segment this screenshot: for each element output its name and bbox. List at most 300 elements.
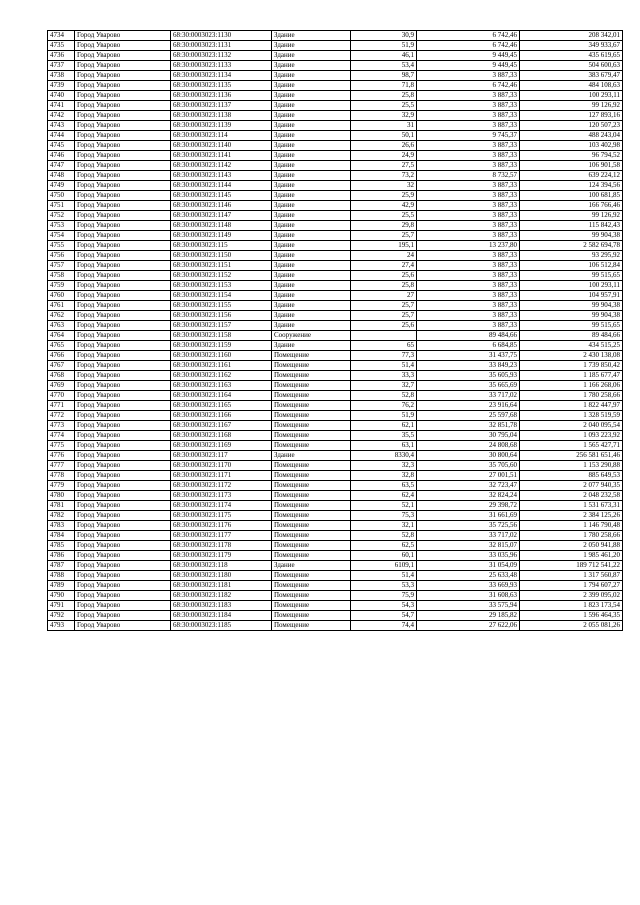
cadastral-number-cell: 68:30:0003023:1135 bbox=[171, 81, 272, 91]
area-cell: 32,9 bbox=[351, 111, 417, 121]
row-number-cell: 4766 bbox=[48, 351, 75, 361]
row-number-cell: 4781 bbox=[48, 501, 75, 511]
row-number-cell: 4735 bbox=[48, 41, 75, 51]
specific-value-cell: 29 398,72 bbox=[417, 501, 520, 511]
cadastral-value-cell: 1 166 268,06 bbox=[520, 381, 623, 391]
cadastral-number-cell: 68:30:0003023:1163 bbox=[171, 381, 272, 391]
cadastral-value-cell: 208 342,01 bbox=[520, 31, 623, 41]
table-row bbox=[48, 251, 623, 261]
locality-cell: Город Уварово bbox=[75, 91, 171, 101]
cadastral-number-cell: 68:30:0003023:1177 bbox=[171, 531, 272, 541]
cadastral-value-cell: 104 957,91 bbox=[520, 291, 623, 301]
row-number-cell: 4770 bbox=[48, 391, 75, 401]
object-type-cell: Помещение bbox=[272, 551, 351, 561]
specific-value-cell: 3 887,33 bbox=[417, 191, 520, 201]
specific-value-cell: 3 887,33 bbox=[417, 101, 520, 111]
locality-cell: Город Уварово bbox=[75, 311, 171, 321]
cadastral-value-cell: 435 619,65 bbox=[520, 51, 623, 61]
cadastral-number-cell: 68:30:0003023:1144 bbox=[171, 181, 272, 191]
object-type-cell: Здание bbox=[272, 61, 351, 71]
area-cell: 51,9 bbox=[351, 41, 417, 51]
cadastral-number-cell: 68:30:0003023:1137 bbox=[171, 101, 272, 111]
area-cell: 63,1 bbox=[351, 441, 417, 451]
table-row bbox=[48, 281, 623, 291]
table-row bbox=[48, 471, 623, 481]
table-row bbox=[48, 101, 623, 111]
locality-cell: Город Уварово bbox=[75, 321, 171, 331]
locality-cell: Город Уварово bbox=[75, 561, 171, 571]
table-row bbox=[48, 271, 623, 281]
area-cell: 75,3 bbox=[351, 511, 417, 521]
area-cell bbox=[351, 331, 417, 341]
object-type-cell: Здание bbox=[272, 111, 351, 121]
locality-cell: Город Уварово bbox=[75, 381, 171, 391]
area-cell: 25,5 bbox=[351, 211, 417, 221]
area-cell: 52,1 bbox=[351, 501, 417, 511]
area-cell: 27 bbox=[351, 291, 417, 301]
cadastral-value-cell: 99 515,65 bbox=[520, 271, 623, 281]
table-row bbox=[48, 331, 623, 341]
specific-value-cell: 30 795,04 bbox=[417, 431, 520, 441]
object-type-cell: Помещение bbox=[272, 531, 351, 541]
object-type-cell: Сооружение bbox=[272, 331, 351, 341]
cadastral-number-cell: 68:30:0003023:1159 bbox=[171, 341, 272, 351]
area-cell: 27,4 bbox=[351, 261, 417, 271]
cadastral-value-cell: 1 596 464,35 bbox=[520, 611, 623, 621]
cadastral-value-cell: 99 515,65 bbox=[520, 321, 623, 331]
object-type-cell: Здание bbox=[272, 191, 351, 201]
cadastral-number-cell: 68:30:0003023:1162 bbox=[171, 371, 272, 381]
table-row bbox=[48, 561, 623, 571]
locality-cell: Город Уварово bbox=[75, 581, 171, 591]
cadastral-number-cell: 68:30:0003023:1184 bbox=[171, 611, 272, 621]
area-cell: 53,3 bbox=[351, 581, 417, 591]
specific-value-cell: 33 669,93 bbox=[417, 581, 520, 591]
row-number-cell: 4778 bbox=[48, 471, 75, 481]
locality-cell: Город Уварово bbox=[75, 31, 171, 41]
locality-cell: Город Уварово bbox=[75, 451, 171, 461]
locality-cell: Город Уварово bbox=[75, 221, 171, 231]
cadastral-value-cell: 484 108,63 bbox=[520, 81, 623, 91]
table-row bbox=[48, 531, 623, 541]
locality-cell: Город Уварово bbox=[75, 431, 171, 441]
area-cell: 65 bbox=[351, 341, 417, 351]
cadastral-number-cell: 68:30:0003023:1172 bbox=[171, 481, 272, 491]
row-number-cell: 4761 bbox=[48, 301, 75, 311]
object-type-cell: Помещение bbox=[272, 421, 351, 431]
area-cell: 60,1 bbox=[351, 551, 417, 561]
row-number-cell: 4782 bbox=[48, 511, 75, 521]
row-number-cell: 4791 bbox=[48, 601, 75, 611]
cadastral-number-cell: 68:30:0003023:1174 bbox=[171, 501, 272, 511]
cadastral-number-cell: 68:30:0003023:1131 bbox=[171, 41, 272, 51]
cadastral-value-cell: 2 055 081,26 bbox=[520, 621, 623, 631]
locality-cell: Город Уварово bbox=[75, 201, 171, 211]
table-row bbox=[48, 311, 623, 321]
specific-value-cell: 3 887,33 bbox=[417, 151, 520, 161]
cadastral-value-cell: 2 430 138,08 bbox=[520, 351, 623, 361]
row-number-cell: 4748 bbox=[48, 171, 75, 181]
specific-value-cell: 3 887,33 bbox=[417, 91, 520, 101]
specific-value-cell: 33 717,02 bbox=[417, 531, 520, 541]
cadastral-number-cell: 68:30:0003023:1138 bbox=[171, 111, 272, 121]
locality-cell: Город Уварово bbox=[75, 541, 171, 551]
object-type-cell: Здание bbox=[272, 51, 351, 61]
cadastral-number-cell: 68:30:0003023:1151 bbox=[171, 261, 272, 271]
area-cell: 46,1 bbox=[351, 51, 417, 61]
area-cell: 31 bbox=[351, 121, 417, 131]
specific-value-cell: 33 717,02 bbox=[417, 391, 520, 401]
specific-value-cell: 3 887,33 bbox=[417, 221, 520, 231]
row-number-cell: 4793 bbox=[48, 621, 75, 631]
object-type-cell: Помещение bbox=[272, 511, 351, 521]
cadastral-value-cell: 2 040 095,54 bbox=[520, 421, 623, 431]
cadastral-number-cell: 68:30:0003023:1181 bbox=[171, 581, 272, 591]
specific-value-cell: 3 887,33 bbox=[417, 311, 520, 321]
table-row bbox=[48, 581, 623, 591]
row-number-cell: 4780 bbox=[48, 491, 75, 501]
table-row bbox=[48, 191, 623, 201]
cadastral-number-cell: 68:30:0003023:1182 bbox=[171, 591, 272, 601]
area-cell: 24,9 bbox=[351, 151, 417, 161]
locality-cell: Город Уварово bbox=[75, 491, 171, 501]
cadastral-value-cell: 115 842,43 bbox=[520, 221, 623, 231]
table-row bbox=[48, 401, 623, 411]
locality-cell: Город Уварово bbox=[75, 271, 171, 281]
area-cell: 25,5 bbox=[351, 101, 417, 111]
object-type-cell: Помещение bbox=[272, 441, 351, 451]
cadastral-value-cell: 99 126,92 bbox=[520, 101, 623, 111]
locality-cell: Город Уварово bbox=[75, 131, 171, 141]
row-number-cell: 4736 bbox=[48, 51, 75, 61]
cadastral-number-cell: 68:30:0003023:1161 bbox=[171, 361, 272, 371]
locality-cell: Город Уварово bbox=[75, 421, 171, 431]
locality-cell: Город Уварово bbox=[75, 391, 171, 401]
row-number-cell: 4734 bbox=[48, 31, 75, 41]
cadastral-number-cell: 68:30:0003023:1152 bbox=[171, 271, 272, 281]
cadastral-number-cell: 68:30:0003023:1156 bbox=[171, 311, 272, 321]
object-type-cell: Здание bbox=[272, 241, 351, 251]
area-cell: 25,8 bbox=[351, 281, 417, 291]
row-number-cell: 4751 bbox=[48, 201, 75, 211]
cadastral-value-cell: 1 822 447,97 bbox=[520, 401, 623, 411]
cadastral-number-cell: 68:30:0003023:1153 bbox=[171, 281, 272, 291]
cadastral-value-cell: 2 582 694,78 bbox=[520, 241, 623, 251]
locality-cell: Город Уварово bbox=[75, 241, 171, 251]
row-number-cell: 4787 bbox=[48, 561, 75, 571]
row-number-cell: 4774 bbox=[48, 431, 75, 441]
specific-value-cell: 32 815,07 bbox=[417, 541, 520, 551]
cadastral-number-cell: 68:30:0003023:1154 bbox=[171, 291, 272, 301]
object-type-cell: Помещение bbox=[272, 621, 351, 631]
area-cell: 62,1 bbox=[351, 421, 417, 431]
table-row bbox=[48, 371, 623, 381]
cadastral-value-cell: 1 985 461,20 bbox=[520, 551, 623, 561]
cadastral-value-cell: 1 093 223,92 bbox=[520, 431, 623, 441]
area-cell: 32,3 bbox=[351, 461, 417, 471]
table-row bbox=[48, 461, 623, 471]
table-row bbox=[48, 481, 623, 491]
specific-value-cell: 31 054,09 bbox=[417, 561, 520, 571]
cadastral-number-cell: 68:30:0003023:1148 bbox=[171, 221, 272, 231]
object-type-cell: Помещение bbox=[272, 591, 351, 601]
specific-value-cell: 30 800,64 bbox=[417, 451, 520, 461]
locality-cell: Город Уварово bbox=[75, 191, 171, 201]
cadastral-number-cell: 68:30:0003023:1166 bbox=[171, 411, 272, 421]
cadastral-value-cell: 103 402,98 bbox=[520, 141, 623, 151]
row-number-cell: 4741 bbox=[48, 101, 75, 111]
table-row bbox=[48, 111, 623, 121]
cadastral-value-cell: 93 295,92 bbox=[520, 251, 623, 261]
area-cell: 195,1 bbox=[351, 241, 417, 251]
cadastral-value-cell: 1 328 519,59 bbox=[520, 411, 623, 421]
row-number-cell: 4777 bbox=[48, 461, 75, 471]
cadastral-value-table bbox=[47, 30, 623, 631]
object-type-cell: Здание bbox=[272, 81, 351, 91]
object-type-cell: Помещение bbox=[272, 581, 351, 591]
area-cell: 26,6 bbox=[351, 141, 417, 151]
locality-cell: Город Уварово bbox=[75, 211, 171, 221]
specific-value-cell: 6 742,46 bbox=[417, 81, 520, 91]
row-number-cell: 4746 bbox=[48, 151, 75, 161]
specific-value-cell: 35 605,93 bbox=[417, 371, 520, 381]
locality-cell: Город Уварово bbox=[75, 601, 171, 611]
specific-value-cell: 35 725,56 bbox=[417, 521, 520, 531]
specific-value-cell: 6 742,46 bbox=[417, 31, 520, 41]
table-row bbox=[48, 201, 623, 211]
cadastral-number-cell: 68:30:0003023:1175 bbox=[171, 511, 272, 521]
table-row bbox=[48, 611, 623, 621]
specific-value-cell: 31 437,75 bbox=[417, 351, 520, 361]
row-number-cell: 4739 bbox=[48, 81, 75, 91]
locality-cell: Город Уварово bbox=[75, 101, 171, 111]
cadastral-number-cell: 68:30:0003023:1136 bbox=[171, 91, 272, 101]
area-cell: 25,6 bbox=[351, 271, 417, 281]
row-number-cell: 4753 bbox=[48, 221, 75, 231]
table-row bbox=[48, 41, 623, 51]
locality-cell: Город Уварово bbox=[75, 111, 171, 121]
table-row bbox=[48, 501, 623, 511]
table-row bbox=[48, 381, 623, 391]
cadastral-value-cell: 1 823 173,54 bbox=[520, 601, 623, 611]
object-type-cell: Здание bbox=[272, 201, 351, 211]
specific-value-cell: 3 887,33 bbox=[417, 121, 520, 131]
row-number-cell: 4740 bbox=[48, 91, 75, 101]
locality-cell: Город Уварово bbox=[75, 371, 171, 381]
locality-cell: Город Уварово bbox=[75, 521, 171, 531]
area-cell: 52,8 bbox=[351, 531, 417, 541]
row-number-cell: 4743 bbox=[48, 121, 75, 131]
area-cell: 74,4 bbox=[351, 621, 417, 631]
table-row bbox=[48, 51, 623, 61]
table-row bbox=[48, 231, 623, 241]
row-number-cell: 4765 bbox=[48, 341, 75, 351]
cadastral-number-cell: 68:30:0003023:1133 bbox=[171, 61, 272, 71]
locality-cell: Город Уварово bbox=[75, 41, 171, 51]
area-cell: 32 bbox=[351, 181, 417, 191]
area-cell: 32,8 bbox=[351, 471, 417, 481]
table-row bbox=[48, 351, 623, 361]
cadastral-number-cell: 68:30:0003023:1150 bbox=[171, 251, 272, 261]
cadastral-number-cell: 68:30:0003023:1132 bbox=[171, 51, 272, 61]
area-cell: 71,8 bbox=[351, 81, 417, 91]
row-number-cell: 4752 bbox=[48, 211, 75, 221]
cadastral-number-cell: 68:30:0003023:1130 bbox=[171, 31, 272, 41]
object-type-cell: Помещение bbox=[272, 491, 351, 501]
cadastral-value-cell: 1 153 290,88 bbox=[520, 461, 623, 471]
specific-value-cell: 3 887,33 bbox=[417, 231, 520, 241]
locality-cell: Город Уварово bbox=[75, 361, 171, 371]
object-type-cell: Здание bbox=[272, 311, 351, 321]
table-row bbox=[48, 411, 623, 421]
cadastral-value-cell: 106 512,84 bbox=[520, 261, 623, 271]
row-number-cell: 4786 bbox=[48, 551, 75, 561]
locality-cell: Город Уварово bbox=[75, 251, 171, 261]
table-row bbox=[48, 511, 623, 521]
area-cell: 54,7 bbox=[351, 611, 417, 621]
area-cell: 63,5 bbox=[351, 481, 417, 491]
cadastral-number-cell: 68:30:0003023:1169 bbox=[171, 441, 272, 451]
table-row bbox=[48, 81, 623, 91]
table-row bbox=[48, 621, 623, 631]
row-number-cell: 4762 bbox=[48, 311, 75, 321]
area-cell: 52,8 bbox=[351, 391, 417, 401]
table-row bbox=[48, 131, 623, 141]
table-row bbox=[48, 161, 623, 171]
specific-value-cell: 6 742,46 bbox=[417, 41, 520, 51]
area-cell: 53,4 bbox=[351, 61, 417, 71]
row-number-cell: 4759 bbox=[48, 281, 75, 291]
specific-value-cell: 3 887,33 bbox=[417, 71, 520, 81]
cadastral-number-cell: 68:30:0003023:1146 bbox=[171, 201, 272, 211]
specific-value-cell: 6 684,85 bbox=[417, 341, 520, 351]
object-type-cell: Здание bbox=[272, 341, 351, 351]
cadastral-value-cell: 124 394,56 bbox=[520, 181, 623, 191]
specific-value-cell: 3 887,33 bbox=[417, 251, 520, 261]
cadastral-value-cell: 100 681,85 bbox=[520, 191, 623, 201]
row-number-cell: 4789 bbox=[48, 581, 75, 591]
row-number-cell: 4749 bbox=[48, 181, 75, 191]
area-cell: 8330,4 bbox=[351, 451, 417, 461]
row-number-cell: 4773 bbox=[48, 421, 75, 431]
area-cell: 73,2 bbox=[351, 171, 417, 181]
locality-cell: Город Уварово bbox=[75, 511, 171, 521]
object-type-cell: Здание bbox=[272, 131, 351, 141]
locality-cell: Город Уварово bbox=[75, 341, 171, 351]
locality-cell: Город Уварово bbox=[75, 51, 171, 61]
row-number-cell: 4769 bbox=[48, 381, 75, 391]
row-number-cell: 4756 bbox=[48, 251, 75, 261]
locality-cell: Город Уварово bbox=[75, 501, 171, 511]
cadastral-value-cell: 1 565 427,71 bbox=[520, 441, 623, 451]
row-number-cell: 4767 bbox=[48, 361, 75, 371]
cadastral-number-cell: 68:30:0003023:1165 bbox=[171, 401, 272, 411]
table-row bbox=[48, 181, 623, 191]
row-number-cell: 4744 bbox=[48, 131, 75, 141]
cadastral-number-cell: 68:30:0003023:1158 bbox=[171, 331, 272, 341]
row-number-cell: 4785 bbox=[48, 541, 75, 551]
area-cell: 98,7 bbox=[351, 71, 417, 81]
object-type-cell: Здание bbox=[272, 41, 351, 51]
cadastral-number-cell: 68:30:0003023:118 bbox=[171, 561, 272, 571]
row-number-cell: 4757 bbox=[48, 261, 75, 271]
table-row bbox=[48, 521, 623, 531]
table-row bbox=[48, 31, 623, 41]
cadastral-number-cell: 68:30:0003023:1139 bbox=[171, 121, 272, 131]
locality-cell: Город Уварово bbox=[75, 611, 171, 621]
specific-value-cell: 3 887,33 bbox=[417, 301, 520, 311]
cadastral-number-cell: 68:30:0003023:1145 bbox=[171, 191, 272, 201]
locality-cell: Город Уварово bbox=[75, 171, 171, 181]
specific-value-cell: 3 887,33 bbox=[417, 281, 520, 291]
table-row bbox=[48, 301, 623, 311]
cadastral-value-cell: 99 126,92 bbox=[520, 211, 623, 221]
object-type-cell: Помещение bbox=[272, 501, 351, 511]
specific-value-cell: 35 665,69 bbox=[417, 381, 520, 391]
specific-value-cell: 33 575,94 bbox=[417, 601, 520, 611]
object-type-cell: Помещение bbox=[272, 411, 351, 421]
cadastral-value-cell: 189 712 541,22 bbox=[520, 561, 623, 571]
cadastral-number-cell: 68:30:0003023:1180 bbox=[171, 571, 272, 581]
area-cell: 51,4 bbox=[351, 361, 417, 371]
specific-value-cell: 9 449,45 bbox=[417, 51, 520, 61]
object-type-cell: Помещение bbox=[272, 521, 351, 531]
row-number-cell: 4779 bbox=[48, 481, 75, 491]
locality-cell: Город Уварово bbox=[75, 161, 171, 171]
object-type-cell: Здание bbox=[272, 181, 351, 191]
cadastral-value-cell: 885 649,53 bbox=[520, 471, 623, 481]
object-type-cell: Помещение bbox=[272, 611, 351, 621]
table-row bbox=[48, 571, 623, 581]
table-body bbox=[48, 31, 623, 631]
cadastral-number-cell: 68:30:0003023:114 bbox=[171, 131, 272, 141]
cadastral-number-cell: 68:30:0003023:1147 bbox=[171, 211, 272, 221]
object-type-cell: Здание bbox=[272, 91, 351, 101]
table-row bbox=[48, 441, 623, 451]
specific-value-cell: 3 887,33 bbox=[417, 321, 520, 331]
specific-value-cell: 33 849,23 bbox=[417, 361, 520, 371]
specific-value-cell: 23 916,64 bbox=[417, 401, 520, 411]
object-type-cell: Помещение bbox=[272, 361, 351, 371]
area-cell: 51,9 bbox=[351, 411, 417, 421]
row-number-cell: 4792 bbox=[48, 611, 75, 621]
cadastral-number-cell: 68:30:0003023:1164 bbox=[171, 391, 272, 401]
cadastral-value-cell: 1 739 850,42 bbox=[520, 361, 623, 371]
locality-cell: Город Уварово bbox=[75, 181, 171, 191]
object-type-cell: Помещение bbox=[272, 601, 351, 611]
object-type-cell: Помещение bbox=[272, 571, 351, 581]
cadastral-value-cell: 127 893,16 bbox=[520, 111, 623, 121]
cadastral-value-cell: 349 933,67 bbox=[520, 41, 623, 51]
object-type-cell: Помещение bbox=[272, 391, 351, 401]
area-cell: 51,4 bbox=[351, 571, 417, 581]
object-type-cell: Помещение bbox=[272, 431, 351, 441]
cadastral-value-cell: 1 780 258,66 bbox=[520, 531, 623, 541]
specific-value-cell: 9 745,37 bbox=[417, 131, 520, 141]
specific-value-cell: 3 887,33 bbox=[417, 201, 520, 211]
area-cell: 42,9 bbox=[351, 201, 417, 211]
cadastral-value-cell: 120 507,23 bbox=[520, 121, 623, 131]
object-type-cell: Здание bbox=[272, 31, 351, 41]
cadastral-number-cell: 68:30:0003023:1173 bbox=[171, 491, 272, 501]
area-cell: 25,7 bbox=[351, 301, 417, 311]
object-type-cell: Здание bbox=[272, 101, 351, 111]
object-type-cell: Здание bbox=[272, 231, 351, 241]
specific-value-cell: 3 887,33 bbox=[417, 271, 520, 281]
cadastral-number-cell: 68:30:0003023:1167 bbox=[171, 421, 272, 431]
object-type-cell: Помещение bbox=[272, 471, 351, 481]
locality-cell: Город Уварово bbox=[75, 461, 171, 471]
